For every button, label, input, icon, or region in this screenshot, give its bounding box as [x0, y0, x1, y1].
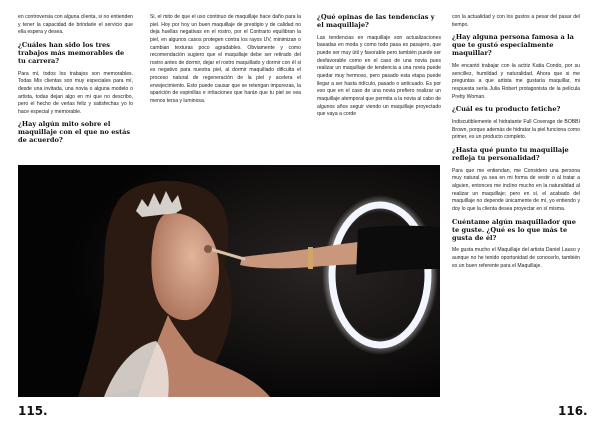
ring-light-glow	[322, 195, 438, 355]
artist-sleeve	[356, 226, 440, 275]
answer-makeup-myth: Si, el mito de que el uso continuo de maquillaje hace daño para la piel. Hoy por hoy un buen maquillaje de prestigio y de calidad no deja huellas negativas en el rostro, por el Contrario equilibran la piel, en algunos casos protegen contra los rayos UV, minimizan o cambian texturas poco agradables. Obviamente y como recomendación sugiero que el maquillaje debe ser retirado del rostro antes de dormir, dejar el rostro maquillado y dormir con él si es negativo para nuestra piel, al dormir maquillado dificulta el proceso natural de regeneración de la piel y acelera el envejecimiento. Esto puede causar que se retengan impurezas, la aparición de espinillas e irritaciones que harán que tu piel se vea menos tersa y luminosa.	[150, 14, 301, 105]
question-favorite-product: ¿Cuál es tu producto fetiche?	[452, 105, 561, 114]
answer-trends: Las tendencias en maquillaje son actualizaciones basadas en moda y como todo pasa es pasajero, que puede ser muy útil y favorable pero también puede ser desfavorable como en el caso de una novia pues realizar un maquillaje de tendencia a una novia puede quedar muy hermoso, pero pasado esta etapa puede llegar a ser hasta ridículo, pasado o anticuado. Es por eso que en el caso de una novia prefiero realizar un maquillaje atemporal que permita a la novia al cabo de algunos años seguir viendo un maquillaje proyectado que vaya a corde	[317, 34, 441, 118]
answer-favorite-artist: Me gusta mucho el Maquillaje del artista Daniel Lauso y aunque no he tenido oportunidad de conocerlo, también es un buen referente para el Maquillaje.	[452, 247, 580, 269]
question-makeup-myth: ¿Hay algún mito sobre el maquillaje con el que no estás de acuerdo?	[18, 120, 131, 145]
answer-trends-continued: con la actualidad y con los gustos a pesar del pasar del tiempo.	[452, 14, 580, 28]
answer-famous-person: Me encantó trabajar con la actriz Katia Condo, por su sencillez, humildad y naturalidad. Ahora que si me preguntas a que artista me gustaría maquillar, mi respuesta sería Julia Robert protagonista de la película Pretty Woman.	[452, 63, 580, 100]
intro-paragraph: en controversia con alguna clienta, si no entienden y tener la capacidad de brindarle el servicio que ella espera y desea.	[18, 14, 133, 36]
column-right-1	[317, 14, 441, 124]
bracelet	[308, 247, 313, 269]
photo-illustration	[18, 165, 440, 397]
page-number-right: 116.	[558, 404, 588, 418]
question-memorable-jobs: ¿Cuáles han sido los tres trabajos más memorables de tu carrera?	[18, 40, 125, 65]
column-right-2	[452, 14, 580, 275]
answer-memorable-jobs: Para mí, todos los trabajos son memorables. Todas Mis clientas son muy especiales para mí, desde una invitada, una novia o alguna modelo o artista, todas dejan algo en mí que no describo, pero el hecho de verlas feliz y satisfechas yo lo hace especial y memorable.	[18, 70, 133, 115]
question-favorite-artist: Cuéntame algún maquillador que te guste. ¿Qué es lo que más te gusta de él?	[452, 217, 576, 242]
question-famous-person: ¿Hay alguna persona famosa a la que te gustó especialmente maquillar?	[452, 33, 574, 58]
question-trends: ¿Qué opinas de las tendencias y el maquillaje?	[317, 13, 435, 29]
column-left-2	[150, 14, 301, 111]
brush-tip	[204, 245, 212, 253]
bride-makeup-photo	[18, 165, 440, 397]
answer-personality: Para que me entiendan, me Considero una persona muy natural ya sea en mi forma de vestir o al tratar a alguien, entonces me inclino mucho en la naturalidad al realizar un maquillaje; pero en sí, el acabado del maquillaje no depende únicamente de mí, yo entiendo y doy lo que la clienta desea proyectar en sí misma.	[452, 167, 580, 213]
question-personality: ¿Hasta qué punto tu maquillaje refleja tu personalidad?	[452, 146, 569, 162]
column-left-1	[18, 14, 133, 150]
page-number-left: 115.	[18, 404, 48, 418]
answer-favorite-product: Indiscutiblemente el hidratante Full Coverage de BOBBI Brown, porque además de hidratar la piel funciona como primer, es un producto completo.	[452, 119, 580, 141]
